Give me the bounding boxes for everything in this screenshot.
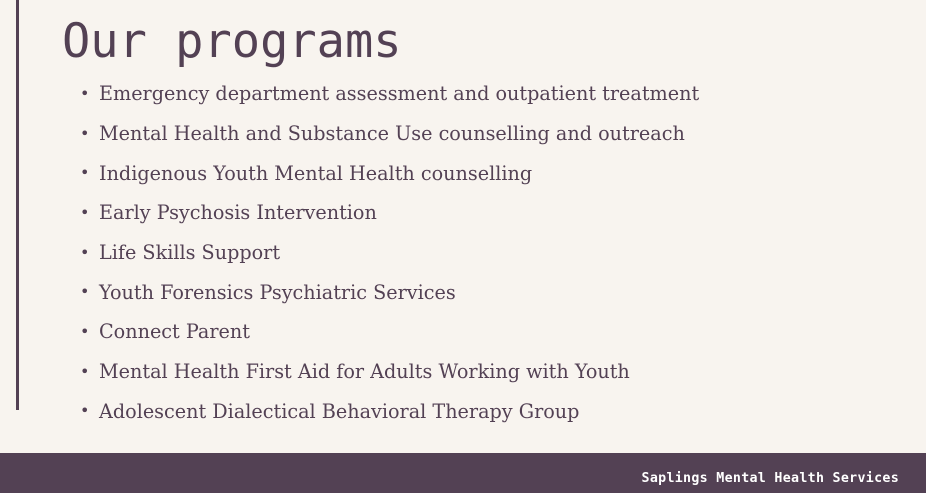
list-item	[80, 272, 699, 312]
bullet-icon: •	[80, 83, 90, 103]
program-label: Mental Health and Substance Use counselling and outreach	[99, 122, 685, 146]
program-label: Adolescent Dialectical Behavioral Therapy Group	[99, 399, 580, 423]
list-item	[80, 312, 699, 352]
list-item	[80, 74, 699, 114]
bullet-icon: •	[80, 242, 90, 262]
list-item	[80, 153, 699, 193]
bullet-icon: •	[80, 123, 90, 143]
page-title: Our programs	[62, 14, 402, 69]
bullet-icon: •	[80, 401, 90, 421]
footer-bar	[0, 453, 926, 493]
program-list	[80, 74, 699, 431]
list-item	[80, 193, 699, 233]
bullet-icon: •	[80, 361, 90, 381]
program-label: Life Skills Support	[99, 241, 281, 265]
program-label: Mental Health First Aid for Adults Working with Youth	[99, 360, 630, 384]
list-item	[80, 233, 699, 273]
bullet-icon: •	[80, 202, 90, 222]
program-label: Connect Parent	[99, 320, 250, 344]
list-item	[80, 114, 699, 154]
bullet-icon: •	[80, 282, 90, 302]
list-item	[80, 392, 699, 432]
footer-organization-name: Saplings Mental Health Services	[641, 471, 899, 486]
list-item	[80, 352, 699, 392]
bullet-icon: •	[80, 163, 90, 183]
program-label: Indigenous Youth Mental Health counselling	[99, 161, 533, 185]
program-label: Early Psychosis Intervention	[99, 201, 377, 225]
program-label: Emergency department assessment and outpatient treatment	[99, 82, 700, 106]
program-label: Youth Forensics Psychiatric Services	[99, 280, 456, 304]
accent-divider-bar	[16, 0, 19, 410]
bullet-icon: •	[80, 321, 90, 341]
